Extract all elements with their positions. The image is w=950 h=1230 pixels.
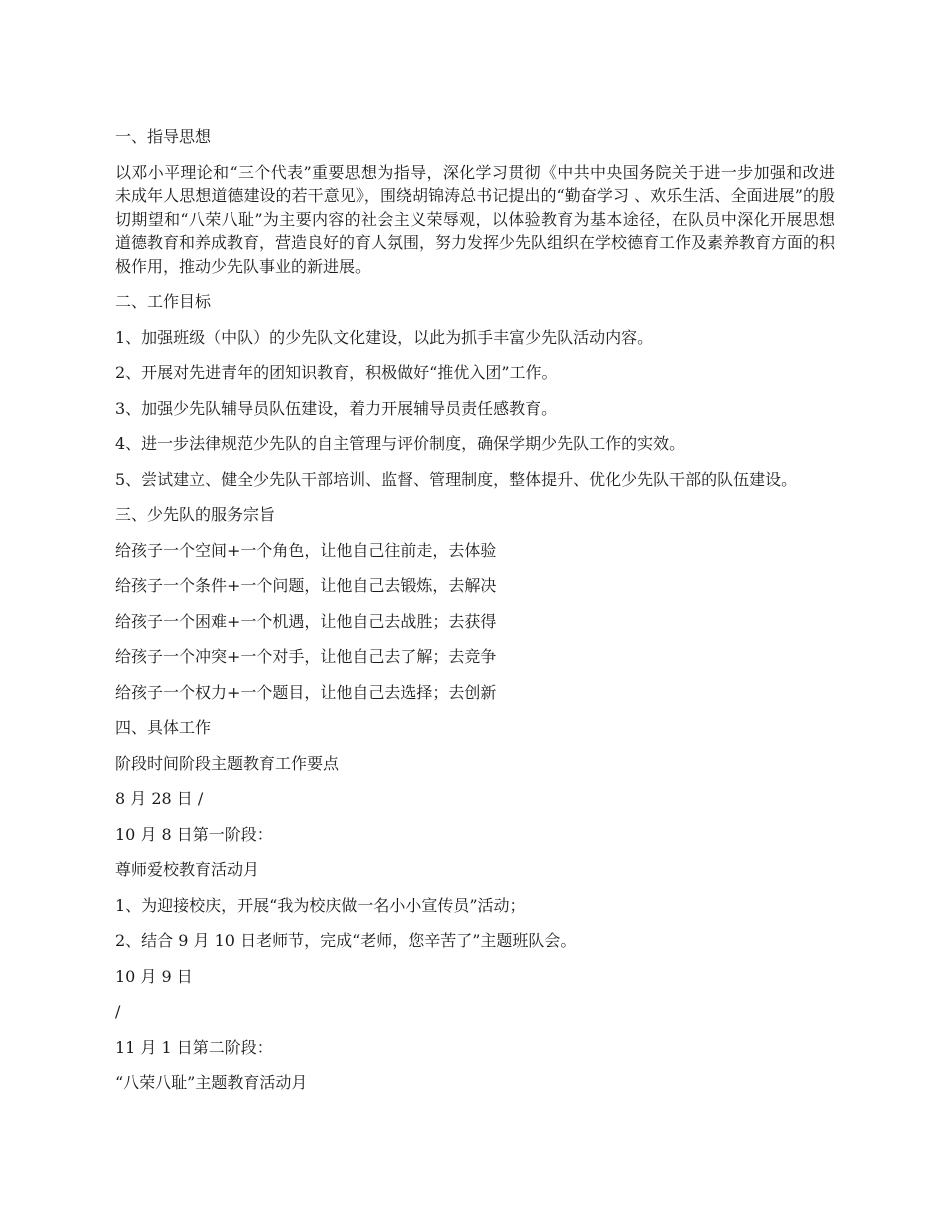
schedule-date-separator-2: / [115,1002,121,1021]
schedule-point-1-1: 1、为迎接校庆，开展“我为校庆做一名小小宣传员”活动； [115,895,526,915]
purpose-line-4: 给孩子一个冲突+一个对手，让他自己去了解；去竞争 [115,647,497,666]
schedule-date-start-1: 8 月 28 日 / [115,789,204,808]
purpose-line-1: 给孩子一个空间+一个角色，让他自己往前走，去体验 [115,540,497,560]
paragraph-guiding-thought: 以邓小平理论和“三个代表”重要思想为指导，深化学习贯彻《中共中央国务院关于进一步加强和改进未成年人思想道德建设的若干意见》，围绕胡锦涛总书记提出的“勤奋学习 、欢乐生活、全面进展”的殷切期望和“八荣八耻”为主要内容的社会主义荣辱观，以体验教育为基本途径，在队员中深化开展思想道德教育和养成教育，营造良好的育人氛围，努力发挥少先队组织在学校德育工作及素养教育方面的积极作用，推动少先队事业的新进展。 [115,162,836,276]
section-heading-guiding-thought: 一、指导思想 [115,127,212,146]
goal-item-3: 3、加强少先队辅导员队伍建设，着力开展辅导员责任感教育。 [115,398,558,418]
goal-item-4: 4、进一步法律规范少先队的自主管理与评价制度，确保学期少先队工作的实效。 [115,434,686,453]
schedule-point-1-2: 2、结合 9 月 10 日老师节，完成“老师，您辛苦了”主题班队会。 [115,931,577,950]
goal-item-1: 1、加强班级（中队）的少先队文化建设，以此为抓手丰富少先队活动内容。 [115,327,654,347]
section-heading-work-goals: 二、工作目标 [115,292,212,311]
purpose-line-5: 给孩子一个权力+一个题目，让他自己去选择；去创新 [115,682,497,702]
schedule-date-start-2: 10 月 9 日 [115,966,193,986]
schedule-theme-1: 尊师爱校教育活动月 [115,860,260,879]
schedule-date-end-2: 11 月 1 日第二阶段： [115,1037,273,1057]
schedule-header: 阶段时间阶段主题教育工作要点 [115,753,340,773]
goal-item-5: 5、尝试建立、健全少先队干部培训、监督、管理制度，整体提升、优化少先队干部的队伍建设。 [115,469,798,489]
schedule-theme-2: “八荣八耻”主题教育活动月 [115,1073,308,1092]
document-page [115,125,835,1107]
goal-item-2: 2、开展对先进青年的团知识教育，积极做好“推优入团”工作。 [115,363,558,382]
section-heading-service-purpose: 三、少先队的服务宗旨 [115,505,276,524]
section-heading-specific-work: 四、具体工作 [115,718,212,737]
schedule-date-end-1: 10 月 8 日第一阶段： [115,824,273,844]
purpose-line-2: 给孩子一个条件+一个问题，让他自己去锻炼，去解决 [115,576,497,595]
purpose-line-3: 给孩子一个困难+一个机遇，让他自己去战胜；去获得 [115,611,497,631]
